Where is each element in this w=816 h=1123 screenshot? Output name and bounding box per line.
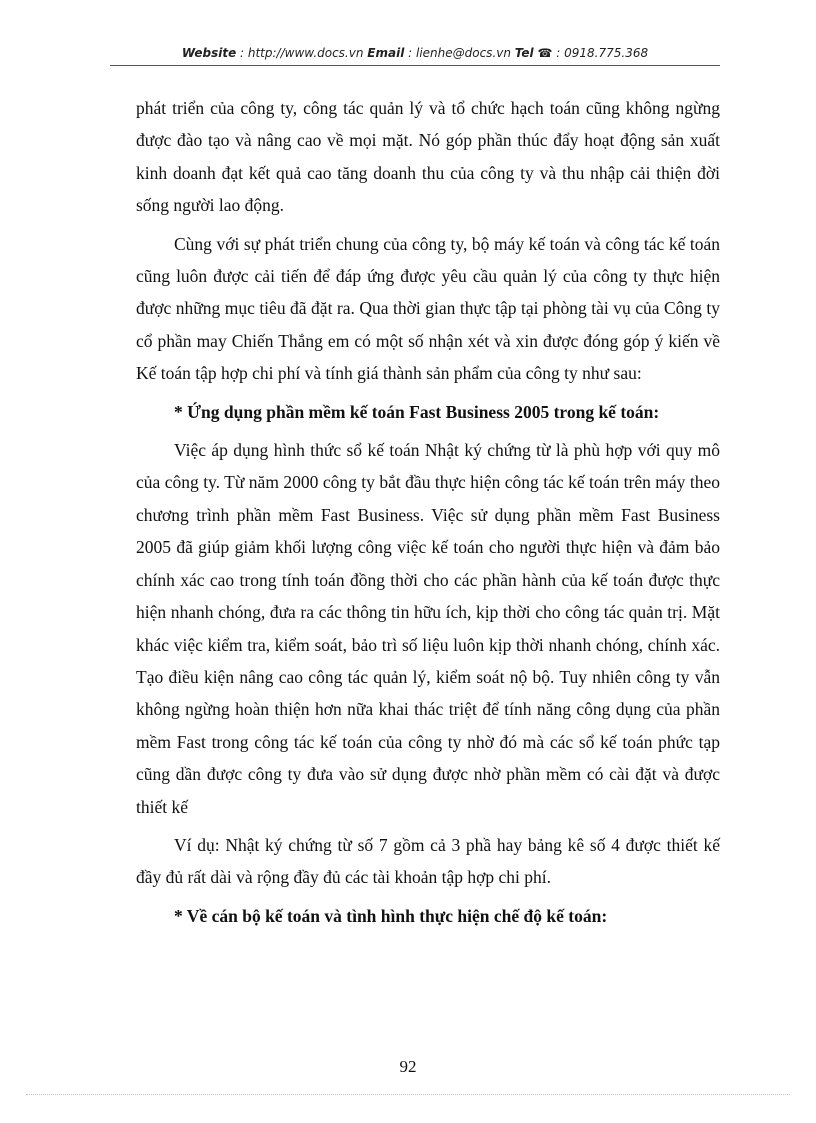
paragraph-3: Việc áp dụng hình thức sổ kế toán Nhật ký chứng từ là phù hợp với quy mô của công ty. Từ năm 2000 công ty bắt đầu thực hiện công tác kế toán trên máy theo chương trình phần mềm Fast Business. Việc sử dụng phần mềm Fast Business 2005 đã giúp giảm khối lượng công việc kế toán cho người thực hiện và đảm bảo chính xác cao trong tính toán đồng thời cho các phần hành của kế toán được thực hiện nhanh chóng, đưa ra các thông tin hữu ích, kịp thời cho công tác quản trị. Mặt khác việc kiểm tra, kiểm soát, bảo trì số liệu luôn kịp thời nhanh chóng, chính xác. Tạo điều kiện nâng cao công tác quản lý, kiểm soát nộ bộ. Tuy nhiên công ty vẫn không ngừng hoàn thiện hơn nữa khai thác triệt để tính năng công dụng của phần mềm Fast trong công tác kế toán của công ty nhờ đó mà các sổ kế toán phức tạp cũng dần được công ty đưa vào sử dụng được nhờ phần mềm có cài đặt và được thiết kế (136, 440, 720, 817)
document-body (136, 92, 720, 938)
footer-divider (26, 1094, 790, 1095)
tel-value: : 0918.775.368 (552, 46, 649, 60)
page-header (110, 46, 720, 60)
tel-label: Tel (514, 46, 534, 60)
website-label: Website (181, 46, 237, 60)
email-value: : lienhe@docs.vn (404, 46, 515, 60)
phone-icon: ☎ (537, 46, 553, 60)
paragraph-1: phát triển của công ty, công tác quản lý và tổ chức hạch toán cũng không ngừng được đào tạo và nâng cao về mọi mặt. Nó góp phần thúc đẩy hoạt động sản xuất kinh doanh đạt kết quả cao tăng doanh thu của công ty và thu nhập cải thiện đời sống người lao động. (136, 98, 720, 216)
paragraph-2: Cùng với sự phát triển chung của công ty, bộ máy kế toán và công tác kế toán cũng luôn được cải tiến để đáp ứng được yêu cầu quản lý của công ty thực hiện được những mục tiêu đã đặt ra. Qua thời gian thực tập tại phòng tài vụ của Công ty cổ phần may Chiến Thắng em có một số nhận xét và xin được đóng góp ý kiến về Kế toán tập hợp chi phí và tính giá thành sản phẩm của công ty như sau: (136, 233, 720, 384)
paragraph-4: Ví dụ: Nhật ký chứng từ số 7 gồm cả 3 phầ hay bảng kê số 4 được thiết kế đầy đủ rất dài và rộng đầy đủ các tài khoản tập hợp chi phí. (136, 834, 720, 888)
email-label: Email (367, 46, 405, 60)
website-value: : http://www.docs.vn (236, 46, 368, 60)
page-number: 92 (399, 1057, 417, 1076)
section-heading-staff: * Về cán bộ kế toán và tình hình thực hiện chế độ kế toán: (174, 905, 608, 926)
header-divider (110, 65, 720, 66)
section-heading-software: * Ứng dụng phần mềm kế toán Fast Business 2005 trong kế toán: (174, 401, 660, 422)
